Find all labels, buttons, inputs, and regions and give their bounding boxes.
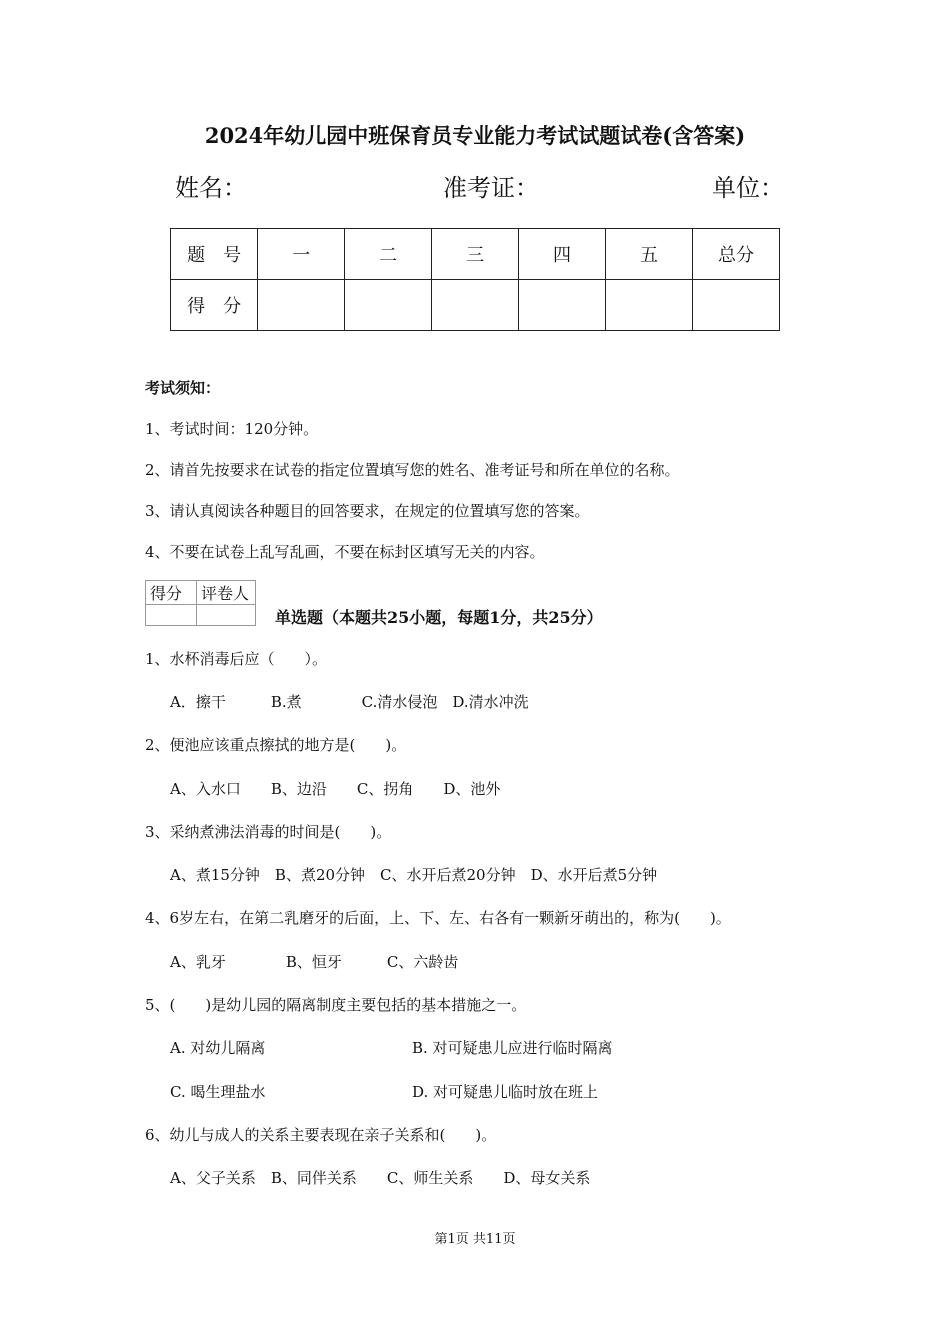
question-options: A、父子关系 B、同伴关系 C、师生关系 D、母女关系 (170, 1169, 591, 1187)
question-options: A、煮15分钟 B、煮20分钟 C、水开后煮20分钟 D、水开后煮5分钟 (170, 866, 658, 884)
score-table-cell: 总分 (692, 229, 779, 280)
name-field-label: 姓名： (175, 174, 247, 202)
grader-score-label: 得分 (146, 581, 197, 605)
score-table-cell: 一 (258, 229, 345, 280)
exam-id-field-label: 准考证： (443, 174, 539, 202)
question-option: C. 喝生理盐水 (170, 1083, 266, 1101)
question-option: B. 对可疑患儿应进行临时隔离 (412, 1039, 613, 1057)
score-entry-cell[interactable] (606, 280, 693, 331)
section-title: 单选题（本题共25小题，每题1分，共25分） (275, 608, 603, 627)
notice-item: 4、不要在试卷上乱写乱画，不要在标封区填写无关的内容。 (145, 543, 545, 561)
score-table-cell: 三 (432, 229, 519, 280)
page-title: 2024年幼儿园中班保育员专业能力考试试题试卷(含答案) (204, 123, 746, 148)
score-table-header-row (171, 229, 780, 280)
score-table (170, 228, 780, 331)
notice-item: 3、请认真阅读各种题目的回答要求，在规定的位置填写您的答案。 (145, 502, 590, 520)
question-option: A. 对幼儿隔离 (170, 1039, 266, 1057)
notice-item: 2、请首先按要求在试卷的指定位置填写您的姓名、准考证号和所在单位的名称。 (145, 461, 680, 479)
question-option: D. 对可疑患儿临时放在班上 (412, 1083, 599, 1101)
question-options: A．擦干 B.煮 C.清水侵泡 D.清水冲洗 (170, 693, 529, 711)
score-table-cell: 四 (519, 229, 606, 280)
score-entry-cell[interactable] (519, 280, 606, 331)
score-entry-cell[interactable] (432, 280, 519, 331)
notice-heading: 考试须知： (145, 379, 221, 397)
grader-score-entry[interactable] (146, 605, 197, 626)
score-entry-cell[interactable] (258, 280, 345, 331)
page-footer: 第1页 共11页 (434, 1232, 516, 1247)
score-table-cell: 五 (606, 229, 693, 280)
question-text: 3、采纳煮沸法消毒的时间是( )。 (145, 823, 392, 841)
question-text: 6、幼儿与成人的关系主要表现在亲子关系和( )。 (145, 1126, 497, 1144)
question-text: 4、6岁左右，在第二乳磨牙的后面，上、下、左、右各有一颗新牙萌出的，称为( )。 (145, 909, 731, 927)
grader-box (145, 580, 256, 626)
score-table-score-row (171, 280, 780, 331)
question-text: 2、便池应该重点擦拭的地方是( )。 (145, 736, 407, 754)
score-table-cell: 得 分 (171, 280, 258, 331)
score-table-cell: 二 (345, 229, 432, 280)
grader-reviewer-entry[interactable] (197, 605, 256, 626)
unit-field-label: 单位： (712, 174, 784, 202)
question-options: A、乳牙 B、恒牙 C、六龄齿 (170, 953, 459, 971)
question-options: A、入水口 B、边沿 C、拐角 D、池外 (170, 780, 501, 798)
question-text: 1、水杯消毒后应（ ）。 (145, 650, 328, 668)
question-text: 5、( )是幼儿园的隔离制度主要包括的基本措施之一。 (145, 996, 527, 1014)
grader-reviewer-label: 评卷人 (197, 581, 256, 605)
score-entry-cell[interactable] (692, 280, 779, 331)
notice-item: 1、考试时间：120分钟。 (145, 420, 319, 438)
score-entry-cell[interactable] (345, 280, 432, 331)
score-table-cell: 题 号 (171, 229, 258, 280)
